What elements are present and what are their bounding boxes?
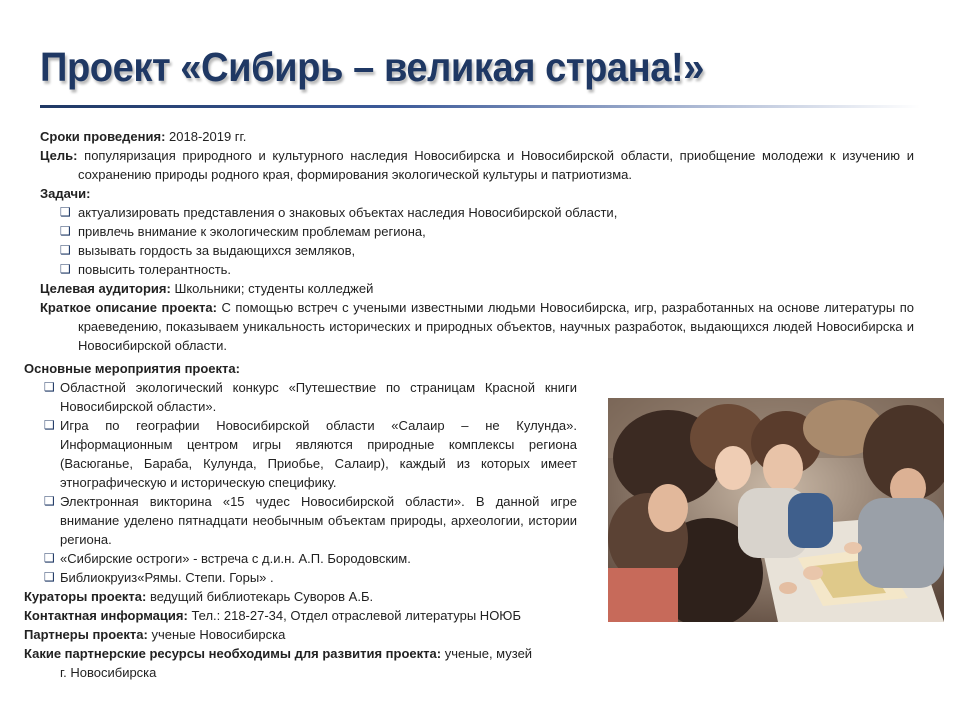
square-bullet-icon: ❑ (44, 494, 55, 508)
goal-label: Цель: (40, 148, 78, 163)
contacts-label: Контактная информация: (24, 608, 188, 623)
resources-value-cont: г. Новосибирска (60, 665, 157, 680)
resources-label: Какие партнерские ресурсы необходимы для развития проекта: (24, 646, 442, 661)
description-value: С помощью встреч с учеными известными людьми Новосибирска, игр, разработанных на основе литературы по краеведению, показываем уникальность исторических и природных объектов, научных разработок, выдающихся людей Новосибирска и Новосибирской области. (78, 300, 914, 353)
list-item: ❑ Библиокруиз«Рямы. Степи. Горы» . (44, 570, 274, 585)
curators-label: Кураторы проекта: (24, 589, 147, 604)
partners-label: Партнеры проекта: (24, 627, 148, 642)
square-bullet-icon: ❑ (44, 551, 55, 565)
period-label: Сроки проведения: (40, 129, 166, 144)
list-item: ❑ повысить толерантность. (60, 262, 232, 277)
square-bullet-icon: ❑ (60, 262, 71, 276)
students-photo (608, 398, 944, 622)
title-underline (40, 105, 920, 108)
audience-label: Целевая аудитория: (40, 281, 171, 296)
contacts-value: Тел.: 218-27-34, Отдел отраслевой литературы НОЮБ (191, 608, 521, 623)
description-label: Краткое описание проекта: (40, 300, 217, 315)
square-bullet-icon: ❑ (60, 205, 71, 219)
list-item: ❑ привлечь внимание к экологическим проблемам региона, (60, 224, 426, 239)
tasks-label: Задачи: (40, 186, 91, 201)
list-item: ❑ актуализировать представления о знаковых объектах наследия Новосибирской области, (60, 205, 618, 220)
tasks-list (40, 203, 914, 279)
resources-row (24, 644, 577, 663)
audience-row (40, 279, 914, 298)
goal-row (40, 146, 914, 184)
audience-value: Школьники; студенты колледжей (174, 281, 374, 296)
partners-value: ученые Новосибирска (151, 627, 286, 642)
contacts-row (24, 606, 577, 625)
square-bullet-icon: ❑ (60, 224, 71, 238)
curators-row (24, 587, 577, 606)
list-item: ❑ «Сибирские остроги» - встреча с д.и.н. А.П. Бородовским. (44, 551, 411, 566)
period-row (40, 127, 914, 146)
square-bullet-icon: ❑ (44, 570, 55, 584)
square-bullet-icon: ❑ (44, 418, 55, 432)
square-bullet-icon: ❑ (60, 243, 71, 257)
list-item: ❑ вызывать гордость за выдающихся земляков, (60, 243, 356, 258)
goal-value: популяризация природного и культурного наследия Новосибирска и Новосибирской области, приобщение молодежи к изучению и сохранению природы родного края, формирования экологической культуры и патриотизма. (78, 148, 914, 182)
events-label: Основные мероприятия проекта: (24, 361, 240, 376)
period-value: 2018-2019 гг. (169, 129, 247, 144)
page-title: Проект «Сибирь – великая страна!» (40, 44, 704, 90)
students-playing-game-image (608, 398, 944, 622)
resources-value: ученые, музей (444, 646, 533, 661)
description-row (40, 298, 914, 355)
events-list (24, 378, 577, 587)
list-item: ❑ Областной экологический конкурс «Путешествие по страницам Красной книги Новосибирской области». (44, 380, 577, 414)
events-section (24, 359, 577, 682)
project-details (40, 127, 914, 355)
square-bullet-icon: ❑ (44, 380, 55, 394)
list-item: ❑ Игра по географии Новосибирской области «Салаир – не Кулунда». Информационным центром игры являются природные комплексы региона (Васюганье, Бараба, Кулунда, Приобье, Салаир), каждый из которых имеет этнографическую и историческую специфику. (44, 418, 577, 490)
partners-row (24, 625, 577, 644)
curators-value: ведущий библиотекарь Суворов А.Б. (149, 589, 374, 604)
list-item: ❑ Электронная викторина «15 чудес Новосибирской области». В данной игре внимание уделено пятнадцати необычным объектам природы, археологии, истории региона. (44, 494, 577, 547)
